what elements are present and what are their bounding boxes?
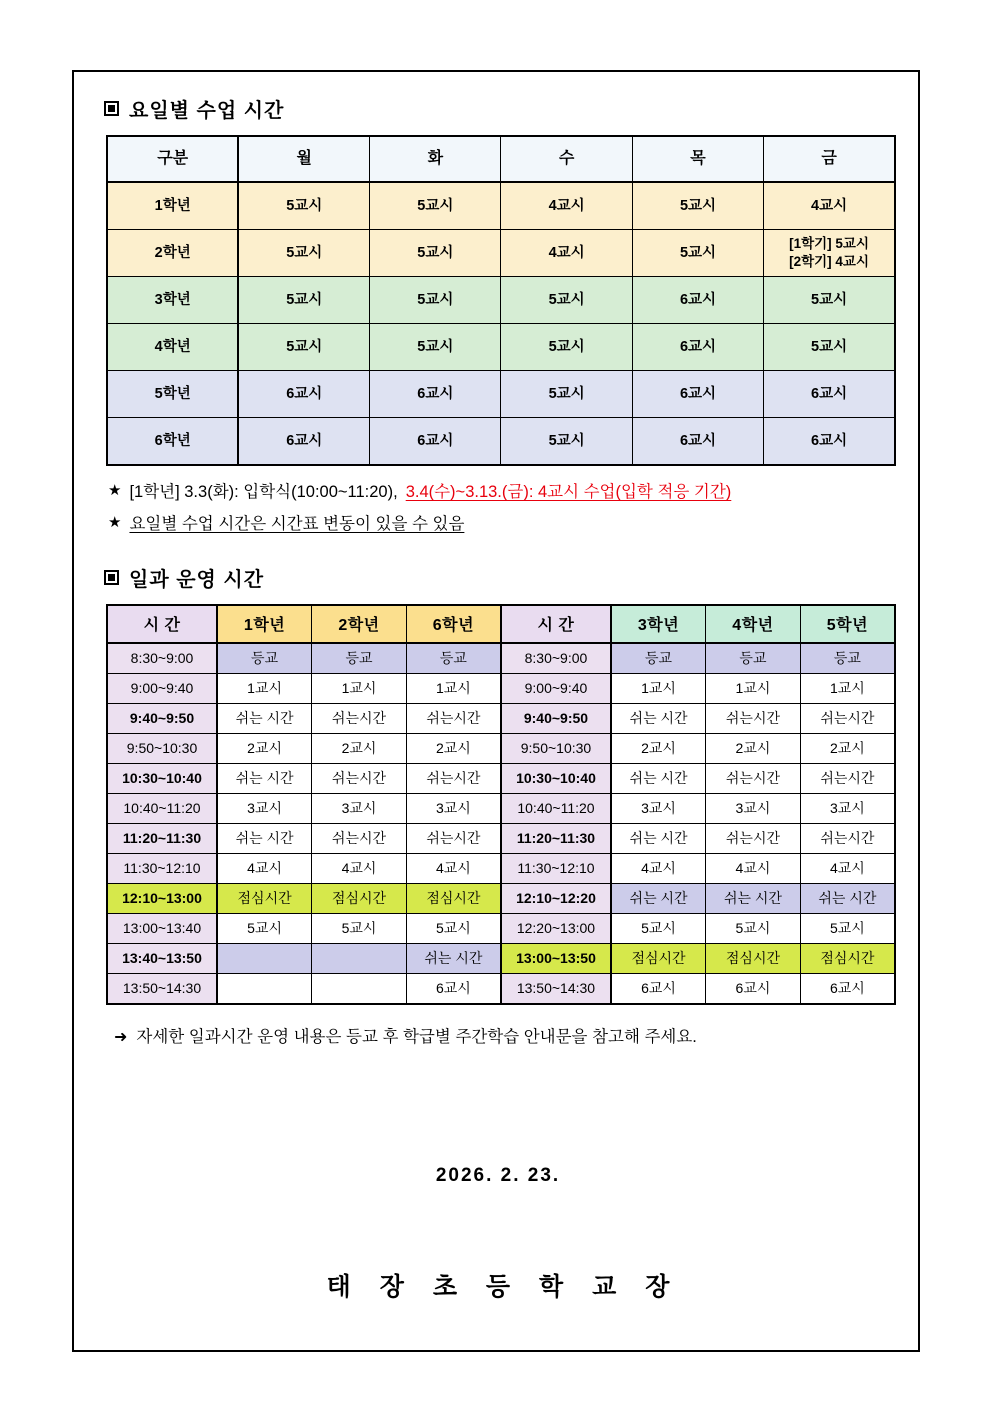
time-cell-left: 9:50~10:30 [107,733,217,763]
period-cell: 5교시 [632,230,763,277]
table-row [107,943,895,973]
table-row [107,883,895,913]
column-header-wed: 수 [501,136,632,182]
period-cell: 6교시 [632,371,763,418]
schedule-cell-grade5: 3교시 [800,793,895,823]
schedule-cell-grade1: 5교시 [217,913,312,943]
schedule-cell-grade5: 쉬는시간 [800,703,895,733]
schedule-cell-grade2: 쉬는시간 [312,703,407,733]
period-cell: 6교시 [238,418,369,466]
grade-label-cell: 6학년 [107,418,238,466]
filled-square-icon [104,101,119,116]
schedule-cell-grade6: 1교시 [406,673,501,703]
schedule-cell-grade6: 3교시 [406,793,501,823]
time-cell-right: 11:20~11:30 [501,823,611,853]
schedule-cell-grade3: 쉬는 시간 [611,703,706,733]
period-cell: 4교시 [501,230,632,277]
schedule-cell-grade3: 1교시 [611,673,706,703]
schedule-cell-grade1 [217,943,312,973]
grade-label-cell: 2학년 [107,230,238,277]
time-cell-left: 11:30~12:10 [107,853,217,883]
period-cell: 5교시 [370,230,501,277]
schedule-cell-grade5: 등교 [800,643,895,674]
grade-label-cell: 5학년 [107,371,238,418]
schedule-cell-grade1: 등교 [217,643,312,674]
period-cell: 5교시 [764,324,895,371]
time-cell-left: 9:00~9:40 [107,673,217,703]
schedule-cell-grade5: 6교시 [800,973,895,1004]
schedule-cell-grade4: 3교시 [706,793,801,823]
period-cell: 6교시 [370,418,501,466]
column-header-mon: 월 [238,136,369,182]
schedule-cell-grade4: 쉬는시간 [706,823,801,853]
note-1-red: 3.4(수)~3.13.(금): 4교시 수업(입학 적응 기간) [405,483,732,501]
column-header-grade1: 1학년 [217,605,312,643]
schedule-cell-grade1: 1교시 [217,673,312,703]
table-row [107,277,895,324]
table-row [107,673,895,703]
document-date: 2026. 2. 23. [435,1164,561,1186]
time-cell-right: 9:50~10:30 [501,733,611,763]
time-cell-left: 13:00~13:40 [107,913,217,943]
section1-title: 요일별 수업 시간 [129,100,285,122]
grade-label-cell: 3학년 [107,277,238,324]
schedule-cell-grade4: 2교시 [706,733,801,763]
period-cell: 5교시 [370,277,501,324]
column-header-grade6: 6학년 [406,605,501,643]
period-cell: 6교시 [632,418,763,466]
period-cell: 5교시 [238,324,369,371]
schedule-cell-grade1: 쉬는 시간 [217,703,312,733]
schedule-cell-grade3: 쉬는 시간 [611,763,706,793]
schedule-cell-grade2: 점심시간 [312,883,407,913]
filled-square-icon [104,570,119,585]
time-cell-left: 8:30~9:00 [107,643,217,674]
schedule-cell-grade5: 2교시 [800,733,895,763]
schedule-cell-grade6: 쉬는시간 [406,823,501,853]
period-cell: 5교시 [370,324,501,371]
period-cell: 5교시 [238,277,369,324]
time-cell-right: 13:50~14:30 [501,973,611,1004]
schedule-cell-grade2: 쉬는시간 [312,823,407,853]
schedule-cell-grade6: 쉬는시간 [406,763,501,793]
time-cell-left: 13:50~14:30 [107,973,217,1004]
note-line-2 [108,512,892,537]
schedule-cell-grade3: 2교시 [611,733,706,763]
time-cell-right: 13:00~13:50 [501,943,611,973]
star-icon: ★ [108,513,122,531]
note-2-text: 요일별 수업 시간은 시간표 변동이 있을 수 있음 [129,514,465,533]
period-cell: [1학기] 5교시 [2학기] 4교시 [764,230,895,277]
table-header-row [107,605,895,643]
table-row [107,733,895,763]
schedule-cell-grade2 [312,973,407,1004]
period-cell: 6교시 [632,277,763,324]
schedule-cell-grade2: 4교시 [312,853,407,883]
column-header-time-left: 시 간 [107,605,217,643]
period-cell: 6교시 [238,371,369,418]
schedule-cell-grade1: 점심시간 [217,883,312,913]
schedule-cell-grade4: 쉬는시간 [706,763,801,793]
time-cell-left: 10:30~10:40 [107,763,217,793]
weekly-periods-table [106,135,896,466]
note-1-plain: [1학년] 3.3(화): 입학식(10:00~11:20), [129,483,398,501]
time-cell-right: 10:40~11:20 [501,793,611,823]
schedule-cell-grade2: 5교시 [312,913,407,943]
schedule-cell-grade1: 쉬는 시간 [217,823,312,853]
table-row [107,763,895,793]
arrow-right-icon: ➜ [114,1028,128,1046]
schedule-cell-grade4: 4교시 [706,853,801,883]
schedule-cell-grade3: 등교 [611,643,706,674]
grade-label-cell: 1학년 [107,182,238,230]
column-header-grade4: 4학년 [706,605,801,643]
daily-schedule-table [106,604,896,1005]
table-row [107,182,895,230]
schedule-cell-grade1 [217,973,312,1004]
schedule-cell-grade6: 쉬는시간 [406,703,501,733]
time-cell-left: 10:40~11:20 [107,793,217,823]
time-cell-right: 11:30~12:10 [501,853,611,883]
schedule-cell-grade1: 4교시 [217,853,312,883]
schedule-cell-grade2: 쉬는시간 [312,763,407,793]
schedule-cell-grade6: 등교 [406,643,501,674]
period-cell: 5교시 [370,182,501,230]
schedule-cell-grade6: 4교시 [406,853,501,883]
schedule-cell-grade2: 3교시 [312,793,407,823]
table-row [107,703,895,733]
schedule-cell-grade5: 쉬는 시간 [800,883,895,913]
period-cell: 6교시 [632,324,763,371]
time-cell-left: 12:10~13:00 [107,883,217,913]
schedule-cell-grade6: 5교시 [406,913,501,943]
period-cell: 4교시 [764,182,895,230]
schedule-cell-grade3: 4교시 [611,853,706,883]
period-cell: 6교시 [764,418,895,466]
table-row [107,823,895,853]
period-cell: 5교시 [764,277,895,324]
period-cell: 5교시 [501,418,632,466]
time-cell-left: 9:40~9:50 [107,703,217,733]
section1-heading [104,94,892,123]
schedule-cell-grade1: 쉬는 시간 [217,763,312,793]
schedule-cell-grade3: 점심시간 [611,943,706,973]
table-row [107,418,895,466]
star-icon: ★ [108,482,122,499]
schedule-cell-grade3: 6교시 [611,973,706,1004]
schedule-cell-grade4: 점심시간 [706,943,801,973]
period-cell: 6교시 [764,371,895,418]
schedule-cell-grade2: 등교 [312,643,407,674]
schedule-cell-grade5: 1교시 [800,673,895,703]
section2-title: 일과 운영 시간 [129,568,265,591]
period-cell: 5교시 [501,277,632,324]
schedule-cell-grade6: 점심시간 [406,883,501,913]
schedule-cell-grade4: 6교시 [706,973,801,1004]
table-header-row [107,136,895,182]
section2-arrow-note [114,1023,892,1047]
schedule-cell-grade4: 1교시 [706,673,801,703]
schedule-cell-grade1: 2교시 [217,733,312,763]
column-header-grade5: 5학년 [800,605,895,643]
time-cell-left: 13:40~13:50 [107,943,217,973]
schedule-cell-grade6: 쉬는 시간 [406,943,501,973]
schedule-cell-grade2: 2교시 [312,733,407,763]
schedule-cell-grade3: 쉬는 시간 [611,883,706,913]
grade-label-cell: 4학년 [107,324,238,371]
schedule-cell-grade5: 5교시 [800,913,895,943]
school-signature: 태 장 초 등 학 교 장 [326,1272,681,1301]
time-cell-right: 12:20~13:00 [501,913,611,943]
table-row [107,371,895,418]
time-cell-right: 9:00~9:40 [501,673,611,703]
schedule-cell-grade3: 5교시 [611,913,706,943]
column-header-grade2: 2학년 [312,605,407,643]
table-row [107,324,895,371]
schedule-cell-grade6: 6교시 [406,973,501,1004]
schedule-cell-grade5: 쉬는시간 [800,763,895,793]
arrow-note-text: 자세한 일과시간 운영 내용은 등교 후 학급별 주간학습 안내문을 참고해 주세요. [136,1027,697,1046]
schedule-cell-grade6: 2교시 [406,733,501,763]
period-cell: 5교시 [632,182,763,230]
table-row [107,853,895,883]
time-cell-right: 9:40~9:50 [501,703,611,733]
column-header-time-right: 시 간 [501,605,611,643]
schedule-cell-grade3: 3교시 [611,793,706,823]
time-cell-right: 8:30~9:00 [501,643,611,674]
period-cell: 5교시 [501,324,632,371]
period-cell: 4교시 [501,182,632,230]
time-cell-right: 10:30~10:40 [501,763,611,793]
table-row [107,643,895,674]
schedule-cell-grade3: 쉬는 시간 [611,823,706,853]
schedule-cell-grade4: 등교 [706,643,801,674]
table-row [107,793,895,823]
schedule-cell-grade5: 점심시간 [800,943,895,973]
schedule-cell-grade5: 4교시 [800,853,895,883]
column-header-fri: 금 [764,136,895,182]
time-cell-left: 11:20~11:30 [107,823,217,853]
period-cell: 5교시 [501,371,632,418]
period-cell: 5교시 [238,182,369,230]
schedule-cell-grade2: 1교시 [312,673,407,703]
column-header-division: 구분 [107,136,238,182]
note-line-1 [108,480,892,505]
section2-heading [104,563,892,592]
schedule-cell-grade5: 쉬는시간 [800,823,895,853]
column-header-tue: 화 [370,136,501,182]
table-row [107,913,895,943]
table-row [107,230,895,277]
schedule-cell-grade4: 쉬는시간 [706,703,801,733]
section1-notes [108,480,892,537]
time-cell-right: 12:10~12:20 [501,883,611,913]
schedule-cell-grade1: 3교시 [217,793,312,823]
column-header-thu: 목 [632,136,763,182]
period-cell: 6교시 [370,371,501,418]
period-cell: 5교시 [238,230,369,277]
column-header-grade3: 3학년 [611,605,706,643]
schedule-cell-grade2 [312,943,407,973]
schedule-cell-grade4: 쉬는 시간 [706,883,801,913]
schedule-cell-grade4: 5교시 [706,913,801,943]
table-row [107,973,895,1004]
document-page [72,70,920,1352]
